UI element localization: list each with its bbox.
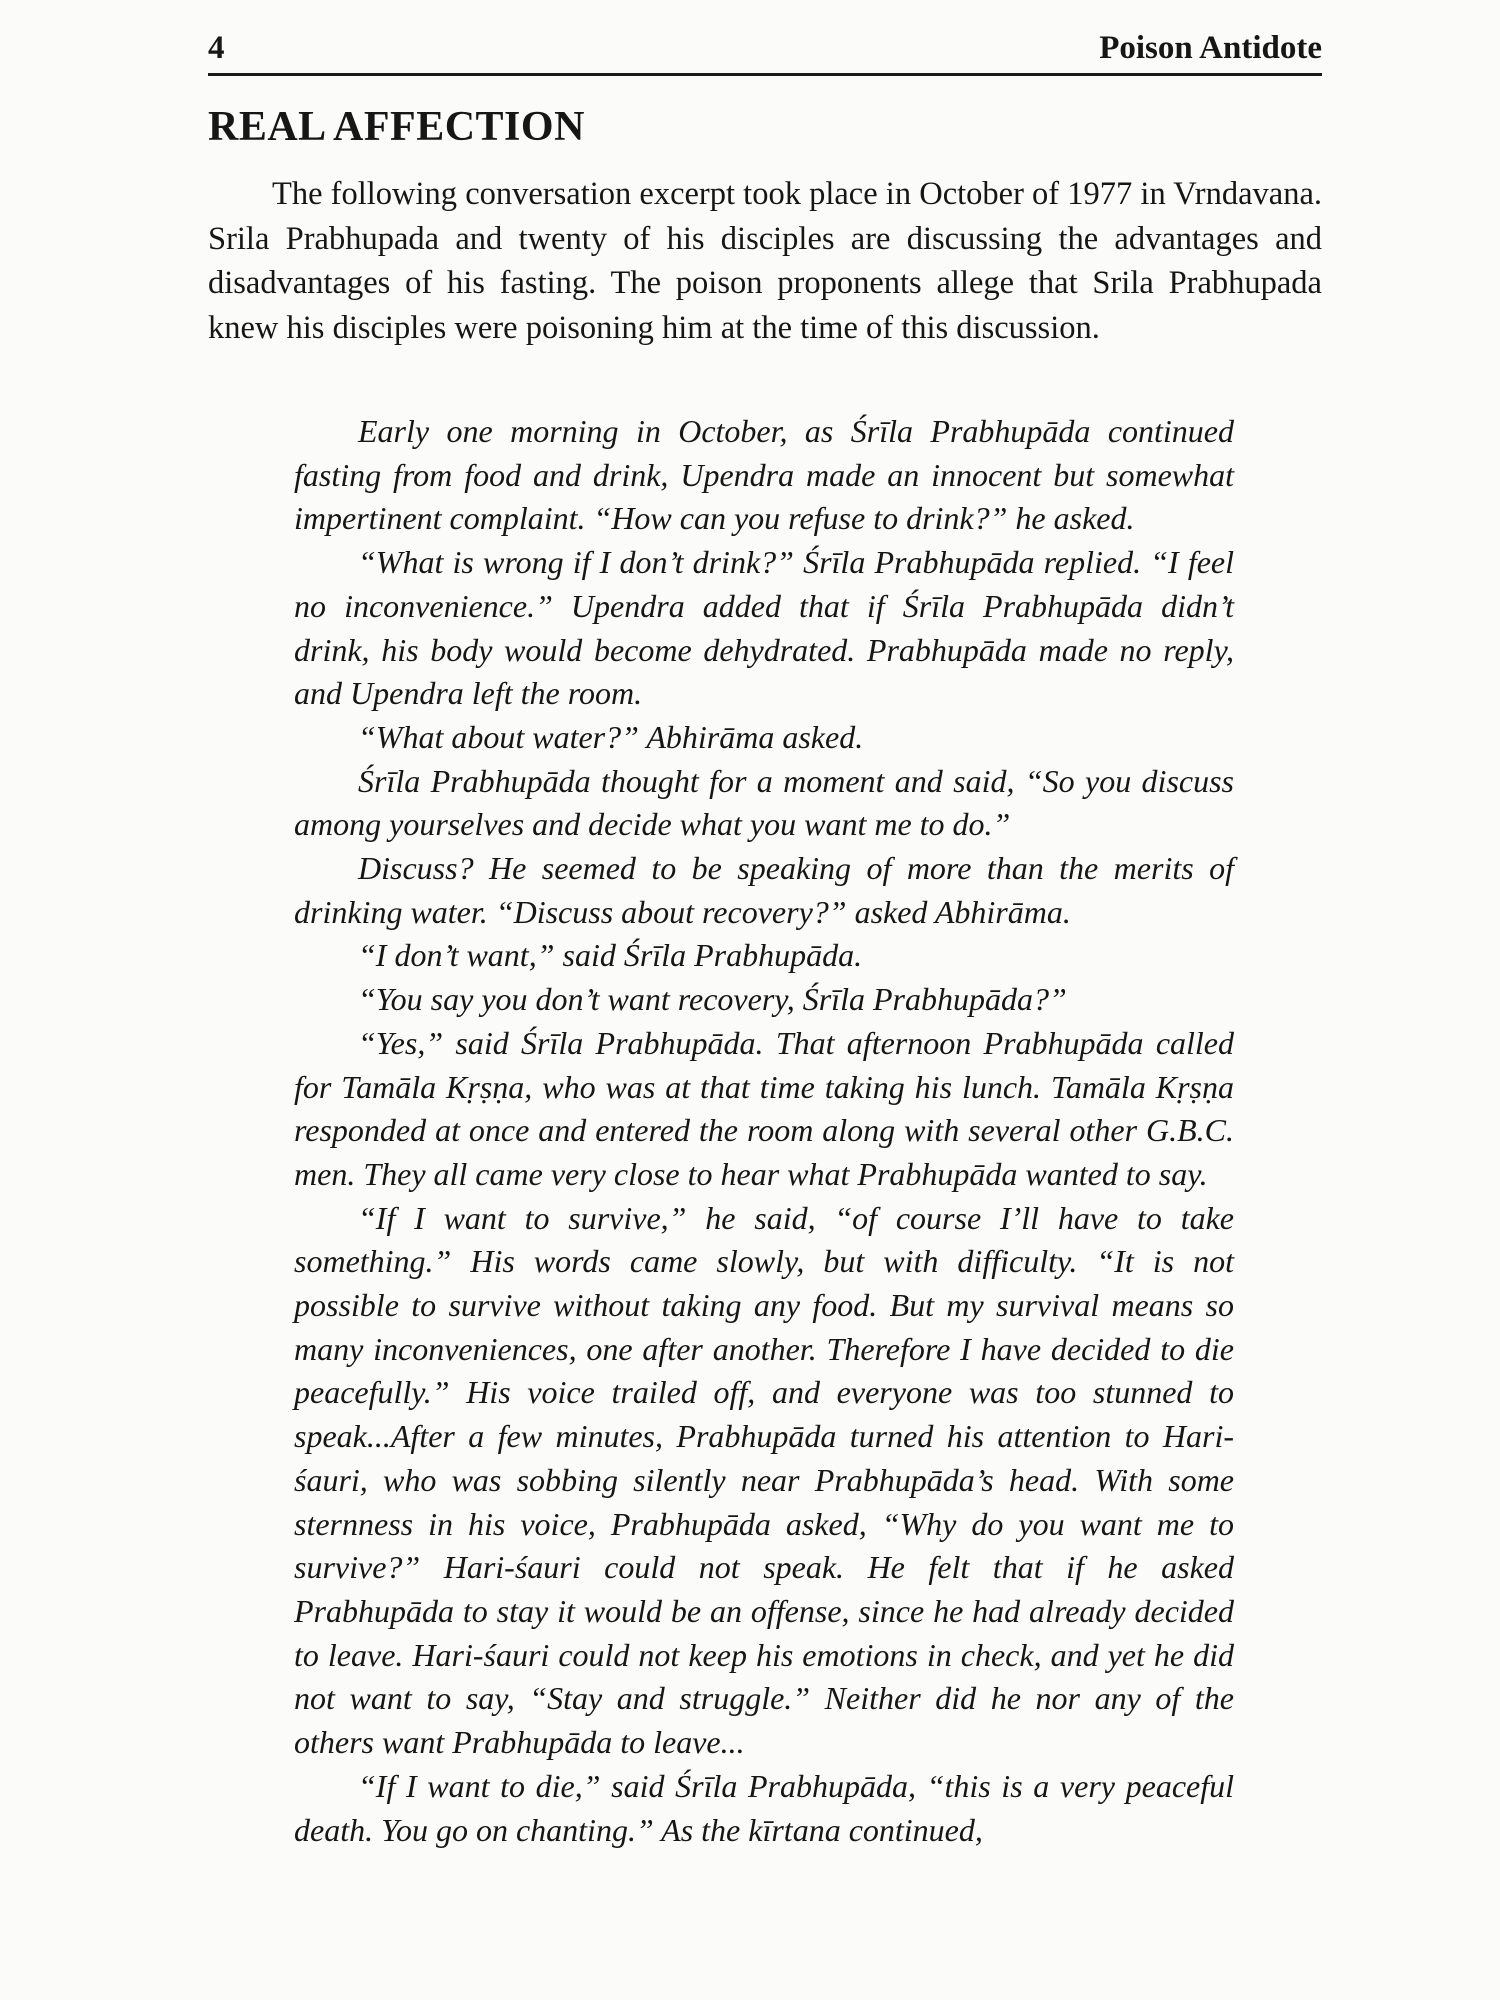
quote-paragraph: “If I want to die,” said Śrīla Prabhupāda, “this is a very peaceful death. You go on chanting.” As the kīrtana continued, <box>294 1767 1234 1848</box>
quote-paragraph: “If I want to survive,” he said, “of course I’ll have to take something.” His words came slowly, but with difficulty. “It is not possible to survive without taking any food. But my survival means so many inconveniences, one after another. Therefore I have decided to die peacefully.” His voice trailed off, and everyone was too stunned to speak...After a few minutes, Prabhupāda turned his attention to Hari-śauri, who was sobbing silently near Prabhupāda’s head. With some sternness in his voice, Prabhupāda asked, “Why do you want me to survive?” Hari-śauri could not speak. He felt that if he asked Prabhupāda to stay it would be an offense, since he had already decided to leave. Hari-śauri could not keep his emotions in check, and yet he did not want to say, “Stay and struggle.” Neither did he nor any of the others want Prabhupāda to leave... <box>294 1199 1234 1761</box>
running-title: Poison Antidote <box>1099 30 1322 66</box>
quote-paragraph: “I don’t want,” said Śrīla Prabhupāda. <box>358 937 863 974</box>
quote-paragraph: “Yes,” said Śrīla Prabhupāda. That afternoon Prabhupāda called for Tamāla Kṛṣṇa, who was at that time taking his lunch. Tamāla Kṛṣṇa responded at once and entered the room along with several other G.B.C. men. They all came very close to hear what Prabhupāda wanted to say. <box>294 1024 1234 1192</box>
header-rule <box>208 73 1322 76</box>
quote-paragraph: Early one morning in October, as Śrīla Prabhupāda continued fasting from food and drink, Upendra made an innocent but somewhat impertinent complaint. “How can you refuse to drink?” he asked. <box>294 413 1234 537</box>
quote-paragraph: “What about water?” Abhirāma asked. <box>358 718 864 755</box>
intro-block <box>208 172 1322 350</box>
quoted-excerpt <box>294 410 1234 1852</box>
page-number: 4 <box>208 30 225 66</box>
quote-paragraph: Śrīla Prabhupāda thought for a moment and said, “So you discuss among yourselves and decide what you want me to do.” <box>294 762 1234 843</box>
running-head <box>208 28 1322 68</box>
section-title: REAL AFFECTION <box>208 104 585 150</box>
quote-paragraph: “You say you don’t want recovery, Śrīla Prabhupāda?” <box>358 981 1067 1018</box>
intro-paragraph: The following conversation excerpt took place in October of 1977 in Vrndavana. Srila Prabhupada and twenty of his disciples are discussing the advantages and disadvantages of his fasting. The poison proponents allege that Srila Prabhupada knew his disciples were poisoning him at the time of this discussion. <box>208 176 1322 346</box>
quote-paragraph: Discuss? He seemed to be speaking of more than the merits of drinking water. “Discuss about recovery?” asked Abhirāma. <box>294 850 1234 930</box>
quote-paragraph: “What is wrong if I don’t drink?” Śrīla Prabhupāda replied. “I feel no inconvenience.” Upendra added that if Śrīla Prabhupāda didn’t drink, his body would become dehydrated. Prabhupāda made no reply, and Upendra left the room. <box>294 544 1234 712</box>
